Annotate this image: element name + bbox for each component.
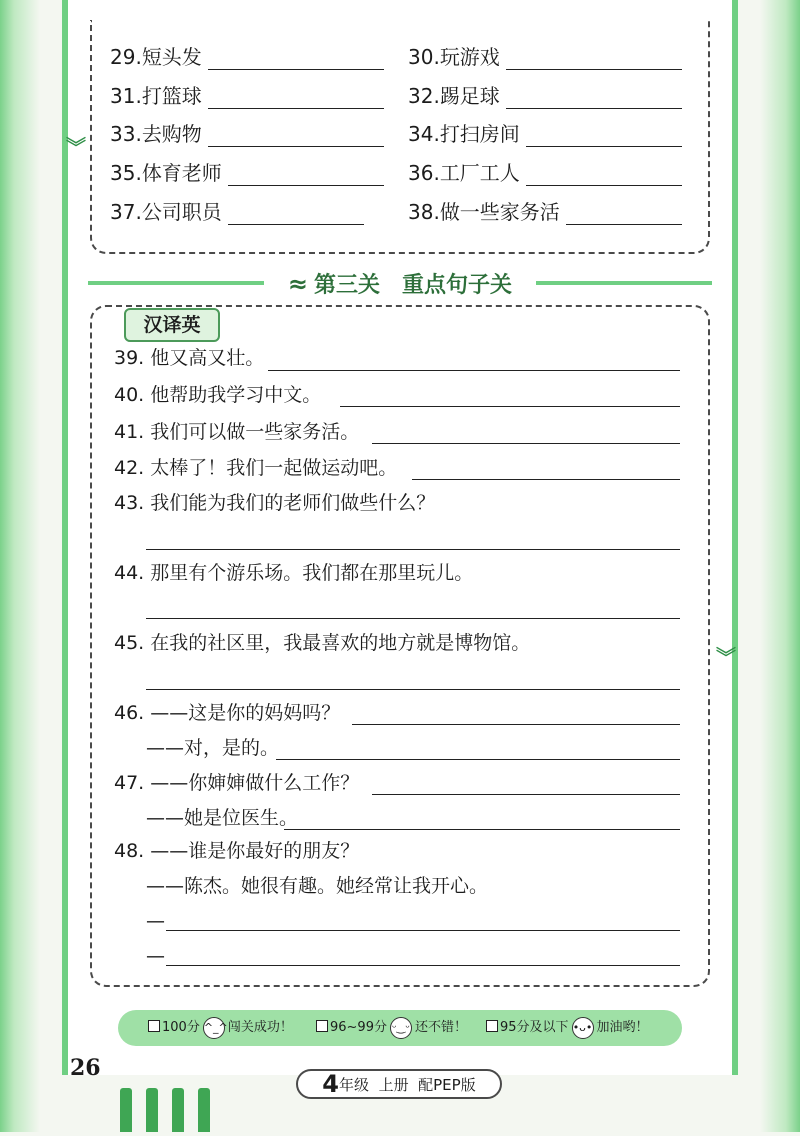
bottom-decoration xyxy=(120,1088,230,1132)
answer-line[interactable] xyxy=(146,618,680,619)
score-option-96-99[interactable]: 96~99分 ᵕ‿ᵕ 还不错！ xyxy=(316,1010,467,1046)
sentence-41: 41. 我们可以做一些家务活。 xyxy=(114,421,360,443)
sentence-46b: ——对，是的。 xyxy=(146,737,280,759)
vocab-item-36: 36.工厂工人 xyxy=(408,160,682,186)
sentence-45: 45. 在我的社区里，我最喜欢的地方就是博物馆。 xyxy=(114,632,531,654)
vocab-item-38: 38.做一些家务活 xyxy=(408,199,682,225)
answer-line[interactable] xyxy=(506,49,682,70)
section-tag: 汉译英 xyxy=(124,308,220,342)
cheer-face-icon: •ᴗ• xyxy=(572,1017,594,1039)
checkbox-icon[interactable] xyxy=(148,1020,160,1032)
answer-line[interactable] xyxy=(526,165,682,186)
answer-line[interactable] xyxy=(506,88,682,109)
answer-line[interactable] xyxy=(372,794,680,795)
smile-face-icon: ᵕ‿ᵕ xyxy=(390,1017,412,1039)
answer-line[interactable] xyxy=(526,126,682,147)
answer-line[interactable] xyxy=(166,930,680,931)
sentence-43: 43. 我们能为我们的老师们做些什么？ xyxy=(114,492,436,514)
sentence-47a: 47. ——你婶婶做什么工作？ xyxy=(114,772,360,794)
answer-line[interactable] xyxy=(228,204,364,225)
vocab-item-34: 34.打扫房间 xyxy=(408,121,682,147)
vocab-item-33: 33.去购物 xyxy=(110,121,384,147)
answer-line[interactable] xyxy=(166,965,680,966)
answer-line[interactable] xyxy=(372,443,680,444)
answer-line[interactable] xyxy=(228,165,384,186)
answer-line[interactable] xyxy=(566,204,682,225)
happy-face-icon: ^_^ xyxy=(203,1017,225,1039)
sentence-47b: ——她是位医生。 xyxy=(146,807,299,829)
dialogue-dash: — xyxy=(146,910,165,932)
answer-line[interactable] xyxy=(352,724,680,725)
answer-line[interactable] xyxy=(208,88,384,109)
answer-line[interactable] xyxy=(340,406,680,407)
section-title: ≈ 第三关 重点句子关 xyxy=(287,270,513,298)
sentence-42: 42. 太棒了！我们一起做运动吧。 xyxy=(114,457,398,479)
answer-line[interactable] xyxy=(284,829,680,830)
vocab-item-32: 32.踢足球 xyxy=(408,83,682,109)
answer-line[interactable] xyxy=(208,49,384,70)
score-bar xyxy=(118,1010,682,1046)
sentence-48a: 48. ——谁是你最好的朋友？ xyxy=(114,840,360,862)
answer-line[interactable] xyxy=(146,689,680,690)
answer-line[interactable] xyxy=(268,370,680,371)
vocab-item-31: 31.打篮球 xyxy=(110,83,384,109)
vocab-item-35: 35.体育老师 xyxy=(110,160,384,186)
page-number: 26 xyxy=(70,1055,101,1081)
sentence-40: 40. 他帮助我学习中文。 xyxy=(114,384,322,406)
answer-line[interactable] xyxy=(276,759,680,760)
wave-icon: ≈ xyxy=(287,270,309,298)
sentence-44: 44. 那里有个游乐场。我们都在那里玩儿。 xyxy=(114,562,474,584)
answer-line[interactable] xyxy=(412,479,680,480)
sentence-46a: 46. ——这是你的妈妈吗？ xyxy=(114,702,341,724)
checkbox-icon[interactable] xyxy=(316,1020,328,1032)
sentence-48b: ——陈杰。她很有趣。她经常让我开心。 xyxy=(146,875,489,897)
answer-line[interactable] xyxy=(146,549,680,550)
checkbox-icon[interactable] xyxy=(486,1020,498,1032)
vocab-item-29: 29.短头发 xyxy=(110,44,384,70)
vocab-item-30: 30.玩游戏 xyxy=(408,44,682,70)
vocab-item-37: 37.公司职员 xyxy=(110,199,364,225)
score-option-100[interactable]: 100分 ^_^闯关成功！ xyxy=(148,1010,293,1046)
sentence-39: 39. 他又高又壮。 xyxy=(114,347,265,369)
chevron-down-icon: ︾ xyxy=(66,135,86,159)
dialogue-dash: — xyxy=(146,945,165,967)
answer-line[interactable] xyxy=(208,126,384,147)
book-footer-label: 4年级 上册 配PEP版 xyxy=(296,1069,502,1099)
score-option-95-below[interactable]: 95分及以下 •ᴗ• 加油哟！ xyxy=(486,1010,649,1046)
chevron-down-icon: ︾ xyxy=(716,645,736,669)
